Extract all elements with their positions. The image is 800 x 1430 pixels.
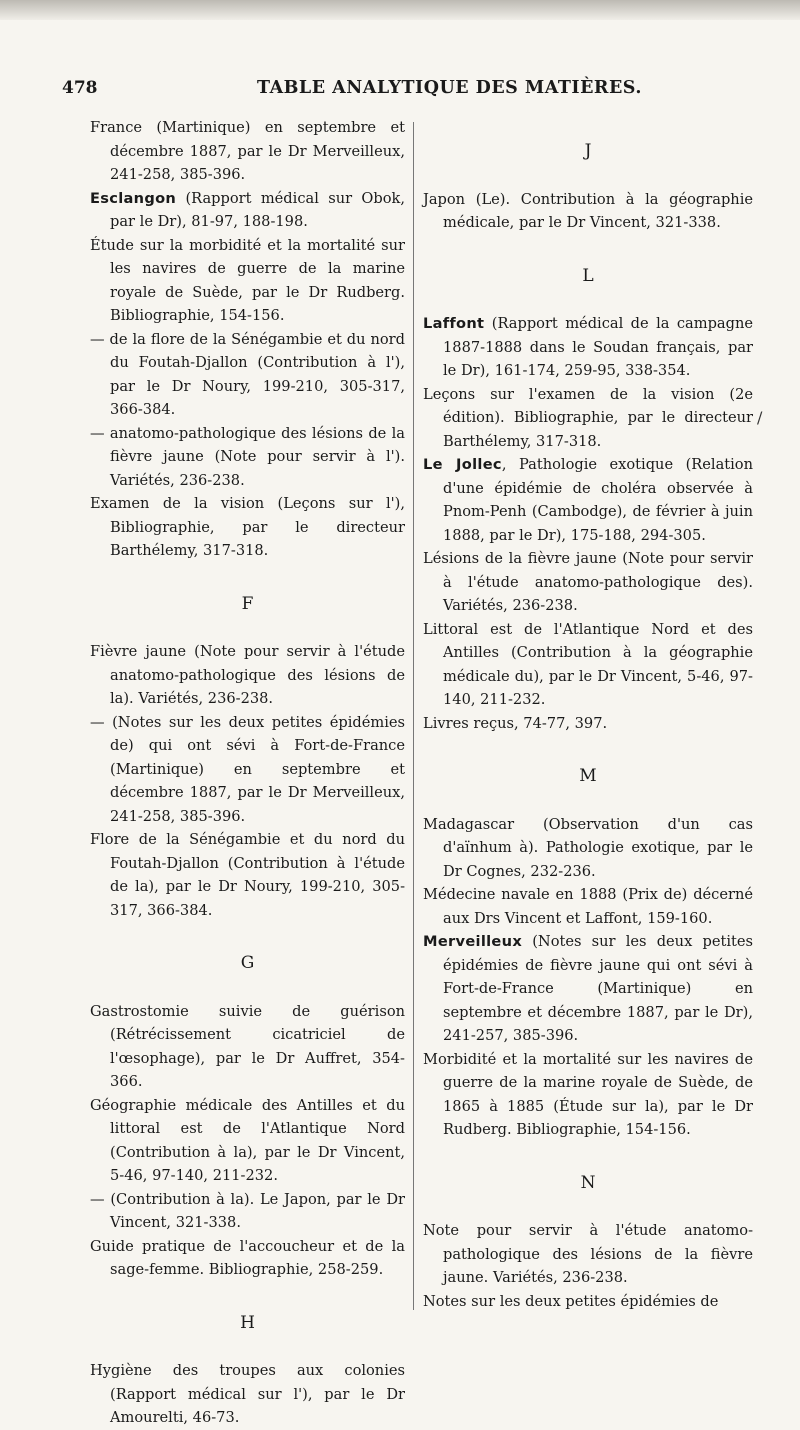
- entry-author: Esclangon: [90, 189, 177, 207]
- index-entry: Note pour servir à l'étude anatomo-pathologique des lésions de la fièvre jaune. Variétés, 236-238.: [423, 1222, 753, 1286]
- index-entry: Hygiène des troupes aux colonies (Rapport médical sur l'), par le Dr Amourelti, 46-73.: [90, 1362, 405, 1426]
- index-entry: — (Contribution à la). Le Japon, par le Dr Vincent, 321-338.: [90, 1190, 405, 1231]
- index-entry: Fièvre jaune (Note pour servir à l'étude anatomo-pathologique des lésions de la). Variétés, 236-238.: [90, 643, 405, 707]
- entry-author: Laffont: [423, 315, 485, 332]
- index-entry: Flore de la Sénégambie et du nord du Foutah-Djallon (Contribution à l'étude de la), par le Dr Noury, 199-210, 305-317, 366-384.: [90, 831, 405, 919]
- index-entry: — anatomo-pathologique des lésions de la fièvre jaune (Note pour servir à l'). Variétés, 236-238.: [90, 424, 405, 489]
- index-entry: Examen de la vision (Leçons sur l'), Bibliographie, par le directeur Barthélemy, 317-318.: [90, 495, 405, 559]
- index-entry: — (Notes sur les deux petites épidémies de) qui ont sévi à Fort-de-France (Martinique) en septembre et décembre 1887, par le Dr Merveilleux, 241-258, 385-396.: [90, 713, 405, 825]
- right-column: [423, 116, 753, 1313]
- index-entry: Leçons sur l'examen de la vision (2e édition). Bibliographie, par le directeur Barthélemy, 317-318.: [423, 385, 753, 450]
- index-entry: — de la flore de la Sénégambie et du nord du Foutah-Djallon (Contribution à l'), par le Dr Noury, 199-210, 305-317, 366-384.: [90, 330, 405, 418]
- page-edge-shadow: [0, 0, 800, 20]
- page-number: 478: [62, 78, 98, 98]
- index-entry: Littoral est de l'Atlantique Nord et des Antilles (Contribution à la géographie médicale du), par le Dr Vincent, 5-46, 97-140, 211-232.: [423, 620, 753, 708]
- entry-author: Le Jollec: [423, 456, 502, 473]
- index-entry: Étude sur la morbidité et la mortalité sur les navires de guerre de la marine royale de Suède, par le Dr Rudberg. Bibliographie, 154-156.: [90, 236, 405, 324]
- index-entry: Gastrostomie suivie de guérison (Rétrécissement cicatriciel de l'œsophage), par le Dr Auffret, 354-366.: [90, 1002, 405, 1090]
- index-entry: Le Jollec, Pathologie exotique (Relation d'une épidémie de choléra observée à Pnom-Penh (Cambodge), de février à juin 1888, par le Dr), 175-188, 294-305.: [423, 456, 753, 544]
- section-letter-n: N: [580, 1172, 596, 1193]
- running-title: TABLE ANALYTIQUE DES MATIÈRES.: [257, 78, 642, 98]
- index-entry: Merveilleux (Notes sur les deux petites épidémies de fièvre jaune qui ont sévi à Fort-de-France (Martinique) en septembre et décembre 1887, par le Dr), 241-257, 385-396.: [423, 933, 753, 1044]
- index-entry: Madagascar (Observation d'un cas d'aïnhum à). Pathologie exotique, par le Dr Cognes, 232-236.: [423, 815, 753, 880]
- left-column: [90, 116, 405, 1430]
- index-entry: Géographie médicale des Antilles et du littoral est de l'Atlantique Nord (Contribution à la), par le Dr Vincent, 5-46, 97-140, 211-232.: [90, 1096, 405, 1184]
- section-letter-f: F: [241, 593, 254, 614]
- index-entry: Médecine navale en 1888 (Prix de) décerné aux Drs Vincent et Laffont, 159-160.: [423, 886, 753, 927]
- column-divider: [413, 122, 414, 1310]
- entry-author: Merveilleux: [423, 933, 523, 950]
- margin-pencil-mark: /: [757, 408, 763, 427]
- section-letter-l: L: [582, 265, 594, 286]
- index-entry: Japon (Le). Contribution à la géographie médicale, par le Dr Vincent, 321-338.: [423, 190, 753, 231]
- section-letter-h: H: [240, 1312, 255, 1333]
- section-letter-j: J: [584, 141, 592, 161]
- index-entry: France (Martinique) en septembre et décembre 1887, par le Dr Merveilleux, 241-258, 385-396.: [90, 119, 405, 183]
- index-entry: Guide pratique de l'accoucheur et de la sage-femme. Bibliographie, 258-259.: [90, 1237, 405, 1278]
- section-letter-m: M: [579, 766, 597, 786]
- index-entry: Morbidité et la mortalité sur les navires de guerre de la marine royale de Suède, de 1865 à 1885 (Étude sur la), par le Dr Rudberg. Bibliographie, 154-156.: [423, 1050, 753, 1138]
- index-entry: Esclangon (Rapport médical sur Obok, par le Dr), 81-97, 188-198.: [90, 189, 405, 230]
- page-header: [62, 78, 752, 108]
- index-entry: Laffont (Rapport médical de la campagne 1887-1888 dans le Soudan français, par le Dr), 161-174, 259-95, 338-354.: [423, 315, 753, 379]
- index-entry: Lésions de la fièvre jaune (Note pour servir à l'étude anatomo-pathologique des). Variétés, 236-238.: [423, 550, 753, 614]
- index-entry: Notes sur les deux petites épidémies de: [423, 1292, 719, 1310]
- section-letter-g: G: [240, 953, 255, 973]
- index-entry: Livres reçus, 74-77, 397.: [423, 714, 608, 732]
